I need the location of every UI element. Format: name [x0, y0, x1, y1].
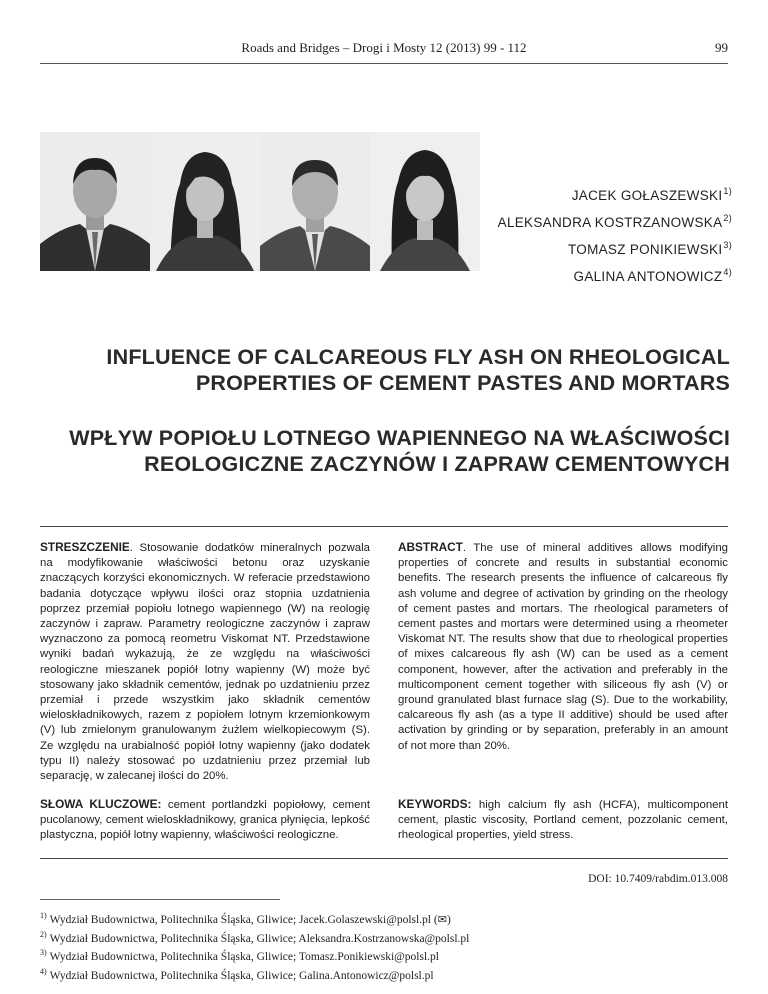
running-header: Roads and Bridges – Drogi i Mosty 12 (2013) 99 - 112	[241, 40, 527, 55]
keywords-label: KEYWORDS:	[398, 797, 472, 811]
author-name: GALINA ANTONOWICZ$^{4)}$	[573, 267, 732, 284]
abstract-top-divider	[40, 526, 728, 527]
author-name: TOMASZ PONIKIEWSKI$^{3)}$	[567, 240, 732, 257]
slowa-kluczowe-label: SŁOWA KLUCZOWE:	[40, 797, 162, 811]
author-list	[498, 178, 732, 286]
title-english: INFLUENCE OF CALCAREOUS FLY ASH ON RHEOLOGICAL PROPERTIES OF CEMENT PASTES AND MORTARS	[106, 345, 730, 395]
streszczenie-paragraph: STRESZCZENIE. Stosowanie dodatków mineralnych pozwala na modyfikowanie właściwości betonu oraz uzyskanie znaczących korzyści ekonomicznych. W referacie przedstawiono badania dotyczące wpływu ilości oraz stopnia uzdatnienia poprzez przemiał popiołu lotnego wapiennego (W) na reologię zaczynów i zapraw. Parametry reologiczne zaczynów i zapraw wyznaczono za pomocą reometru Viskomat NT. Przedstawione wyniki badań wykazują, że ze względu na właściwości reologiczne mieszanek popiół lotny wapienny (W) może być stosowany jako składnik cementów, jednak po uzdatnieniu przez przemiał i przede wszystkim jako składnik cementów wieloskładnikowych, razem z popiołem lotnym krzemionkowym (V) lub zmielonym granulowanym żużlem wielkopiecowym (S). Ze względu na urabialność popiół lotny wapienny (jako dodatek typu II) należy stosować po uzdatnieniu przez przemiał lub separację, w zalecanej ilości do 20%.	[40, 540, 370, 783]
abstract-label: ABSTRACT	[398, 540, 463, 554]
footnote-item: $^{3)}$ Wydział Budownictwa, Politechnika Śląska, Gliwice; Tomasz.Ponikiewski@polsl.pl	[40, 948, 439, 964]
author-name: JACEK GOŁASZEWSKI$^{1)}$	[571, 186, 732, 203]
doi: DOI: 10.7409/rabdim.013.008	[588, 873, 728, 885]
author-photo-2	[150, 132, 260, 271]
footnote-divider	[40, 899, 280, 900]
footnotes	[40, 909, 720, 983]
slowa-kluczowe-paragraph: SŁOWA KLUCZOWE: cement portlandzki popiołowy, cement pucolanowy, cement wieloskładnikowy, granica płynięcia, lepkość plastyczna, popiół lotny wapienny, właściwości reologiczne.	[40, 797, 370, 842]
envelope-icon: ✉	[437, 914, 447, 926]
author-photo-4	[370, 132, 480, 271]
abstract-paragraph: ABSTRACT. The use of mineral additives allows modifying properties of concrete and results in substantial economic benefits. The research presents the influence of calcareous fly ash volume and degree of activation by grinding on the rheology of cement pastes and mortars. The rheological parameters of cement pastes and mortars were determined using a rheometer Viskomat NT. The results show that due to rheological properties of mixes calcareous fly ash (W) can be used as a cement component, however, after the activation and preferably in the multicomponent cement together with siliceous fly ash (V) or ground granulated blast furnace slag (S). Due to the workability, calcareous fly ash (as a type II additive) should be used after activation by grinding or by separation, preferably in an amount of not more than 20%.	[398, 540, 728, 752]
title-polish: WPŁYW POPIOŁU LOTNEGO WAPIENNEGO NA WŁAŚCIWOŚCI REOLOGICZNE ZACZYNÓW I ZAPRAW CEMENTOWYCH	[69, 426, 730, 476]
abstract-bottom-divider	[40, 858, 728, 859]
streszczenie-label: STRESZCZENIE	[40, 540, 130, 554]
keywords-paragraph: KEYWORDS: high calcium fly ash (HCFA), multicomponent cement, plastic viscosity, Portland cement, pozzolanic cement, rheological properties, yield stress.	[398, 797, 728, 842]
author-photo-3	[260, 132, 370, 271]
author-photo-1	[40, 132, 150, 271]
footnote-item: $^{1)}$ Wydział Budownictwa, Politechnika Śląska, Gliwice; Jacek.Golaszewski@polsl.pl (✉)	[40, 911, 451, 926]
footnote-item: $^{2)}$ Wydział Budownictwa, Politechnika Śląska, Gliwice; Aleksandra.Kostrzanowska@polsl.pl	[40, 929, 470, 945]
page-number: 99	[715, 40, 728, 55]
author-name: ALEKSANDRA KOSTRZANOWSKA$^{2)}$	[497, 213, 732, 230]
header-divider	[40, 63, 728, 64]
footnote-item: $^{4)}$ Wydział Budownictwa, Politechnika Śląska, Gliwice; Galina.Antonowicz@polsl.pl	[40, 966, 434, 982]
